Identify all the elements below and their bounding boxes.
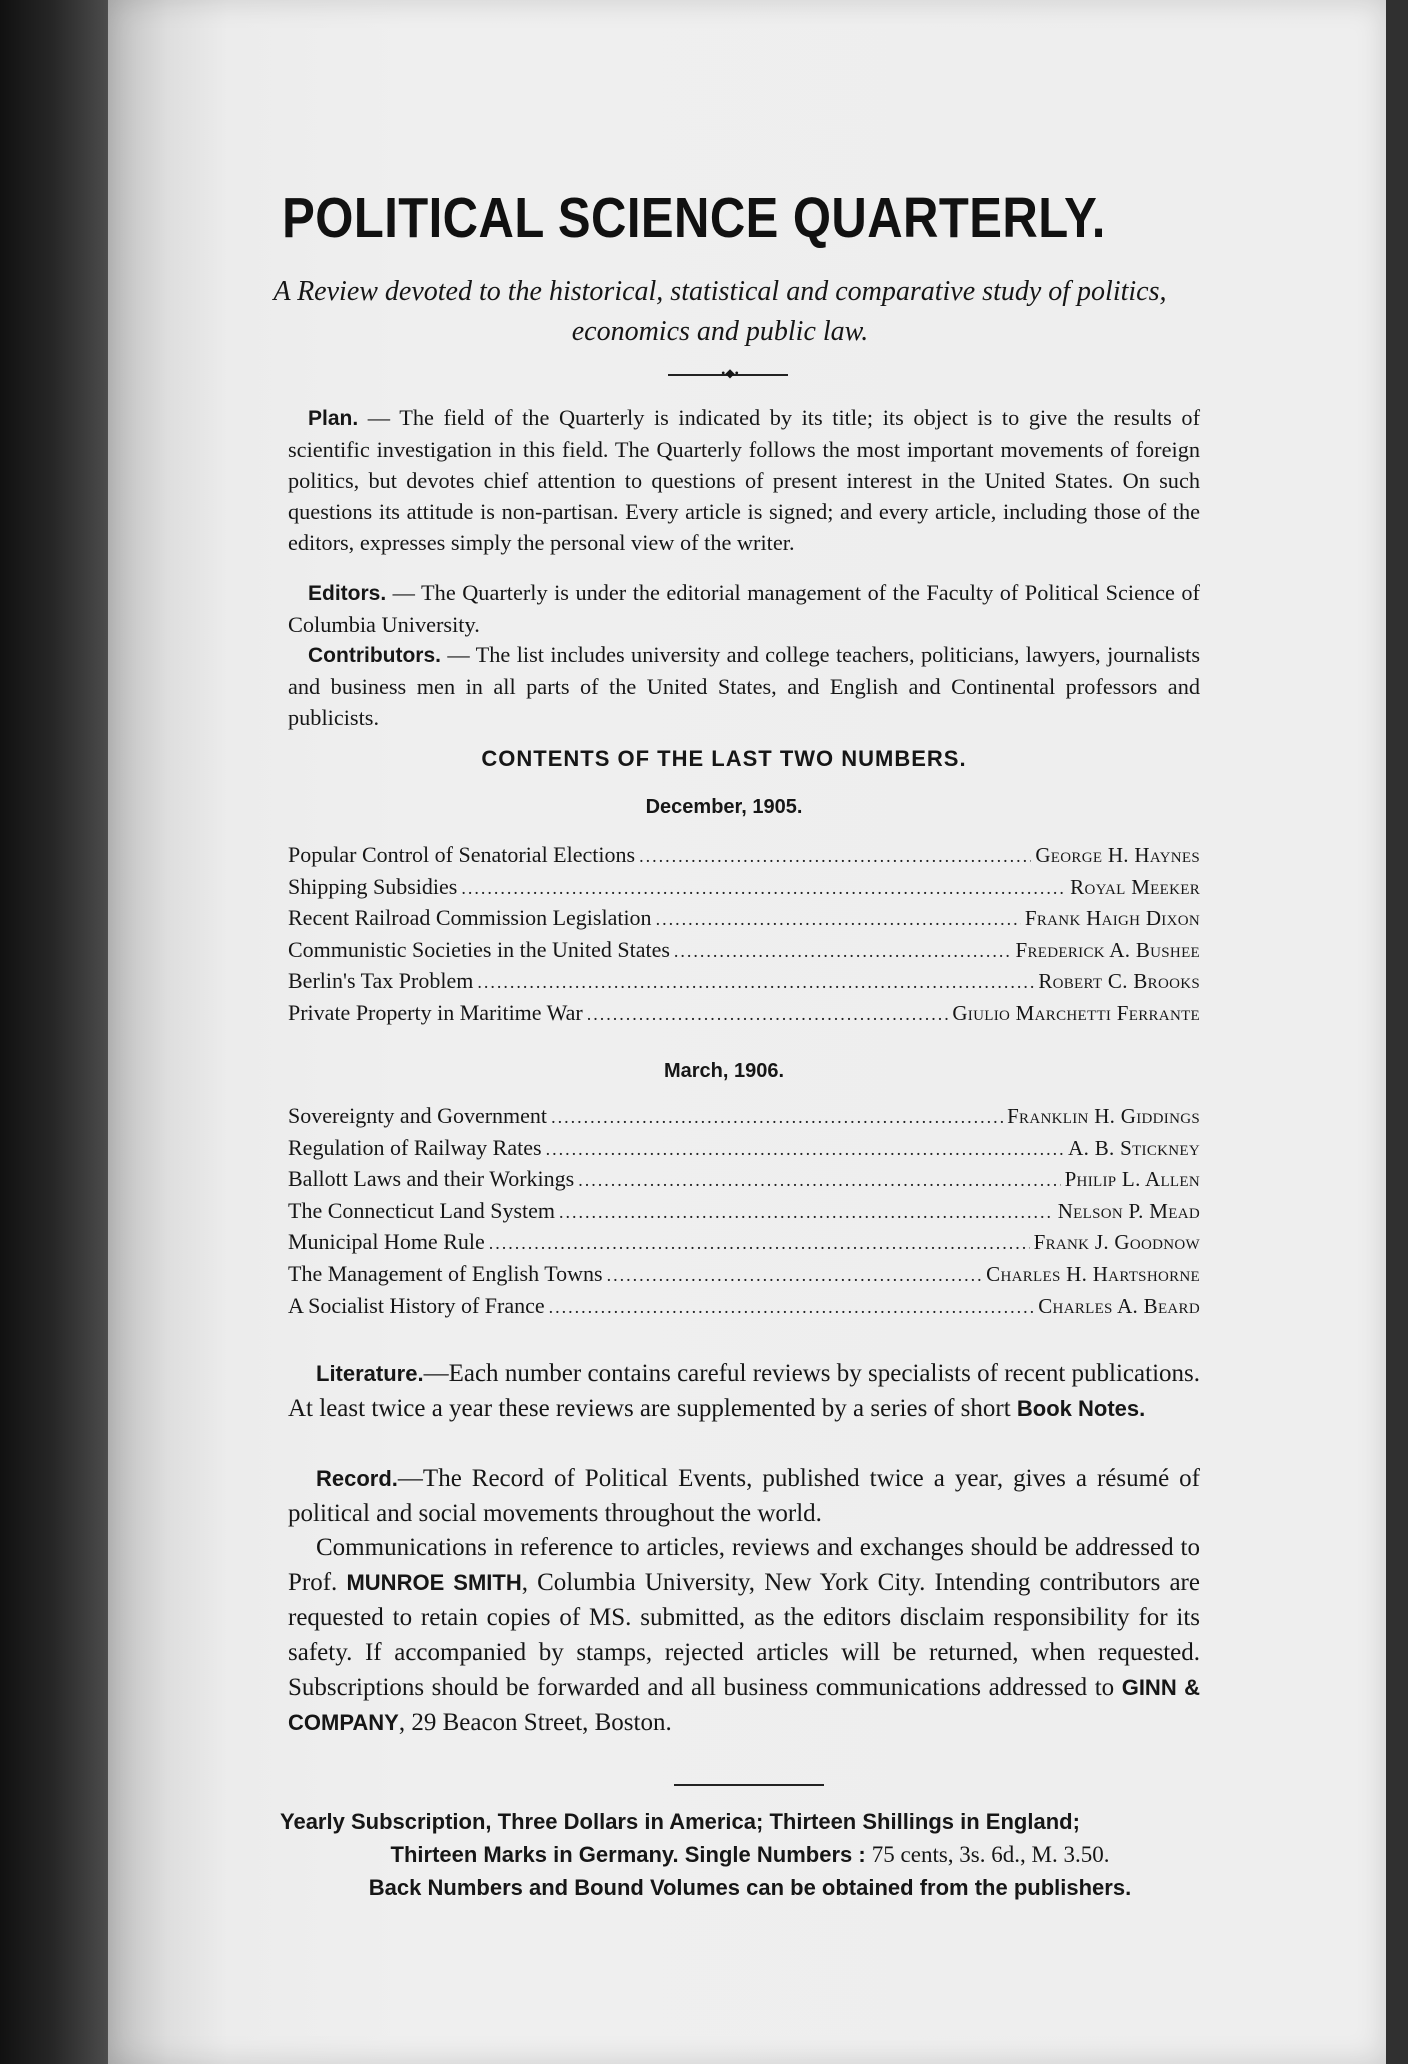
article-title: Regulation of Railway Rates — [288, 1134, 542, 1160]
communications-text-1: Communications in reference to articles, reviews and exchanges should be addressed to Prof. — [288, 1534, 1200, 1596]
issue-date-december: December, 1905. — [645, 796, 803, 818]
article-title: Private Property in Maritime War — [288, 999, 583, 1025]
article-title: Sovereignty and Government — [288, 1103, 548, 1128]
article-title: Popular Control of Senatorial Elections — [288, 842, 636, 867]
plan-text: — The field of the Quarterly is indicated by its title; its object is to give the results of scientific investigation in this field. The Quarterly follows the most important movements of foreign politics, but devotes chief attention to questions of present interest in the United States. On such questions its attitude is non-partisan. Every article is signed; and every article, including those of the editors, expresses simply the personal view of the writer. — [288, 405, 1200, 555]
subscription-footer — [280, 1805, 1220, 1904]
article-title: Communistic Societies in the United States — [288, 936, 670, 962]
toc-row — [288, 937, 1200, 969]
toc-december — [288, 842, 1200, 1032]
literature-text: —Each number contains careful reviews by specialists of recent publications. At least twice a year these reviews are supplemented by a series of short — [288, 1360, 1200, 1422]
article-title: Shipping Subsidies — [288, 873, 458, 899]
article-author: Frederick A. Bushee — [1015, 937, 1200, 962]
article-title: Recent Railroad Commission Legislation — [288, 905, 652, 931]
dot-leader — [546, 1139, 1065, 1160]
article-author: Frank J. Goodnow — [1033, 1230, 1200, 1255]
issue-date-march: March, 1906. — [663, 1060, 785, 1082]
communications-text-3: , 29 Beacon Street, Boston. — [398, 1709, 672, 1736]
article-author: Robert C. Brooks — [1038, 969, 1200, 994]
toc-row — [288, 1000, 1200, 1032]
dot-leader — [607, 1265, 983, 1286]
dot-leader — [674, 941, 1012, 962]
rule-ornament-icon: •◆• — [721, 366, 739, 380]
divider-rule — [674, 1784, 824, 1786]
footer-line-2a: Thirteen Marks in Germany. Single Numbers : — [390, 1842, 872, 1867]
toc-row — [288, 1198, 1200, 1230]
contributors-text: — The list includes university and college teachers, politicians, lawyers, journalists and business men in all parts of the United States, and English and Continental professors and publicists. — [288, 642, 1200, 730]
toc-march — [288, 1103, 1200, 1324]
dot-leader — [477, 972, 1034, 993]
scan-right-edge — [1386, 0, 1408, 2064]
dot-leader — [578, 1170, 1060, 1191]
footer-line-3: Back Numbers and Bound Volumes can be obtained from the publishers. — [368, 1875, 1132, 1900]
footer-line-2 — [280, 1838, 1220, 1871]
toc-row — [288, 1293, 1200, 1325]
article-author: Frank Haigh Dixon — [1024, 906, 1200, 931]
publisher-name: GINN & COMPANY — [288, 1675, 1201, 1735]
toc-row — [288, 905, 1200, 937]
article-author: George H. Haynes — [1035, 843, 1200, 867]
toc-row — [288, 1135, 1200, 1167]
dot-leader — [551, 1107, 1003, 1128]
article-author: Philip L. Allen — [1064, 1167, 1200, 1192]
dot-leader — [559, 1202, 1054, 1223]
contributors-paragraph — [288, 639, 1200, 733]
editors-label: Editors. — [308, 582, 387, 605]
contributors-label: Contributors. — [308, 644, 441, 667]
dot-leader — [656, 909, 1021, 930]
book-notes-label: Book Notes. — [1016, 1396, 1146, 1421]
article-title: Municipal Home Rule — [288, 1229, 485, 1255]
article-author: Royal Meeker — [1070, 874, 1200, 899]
plan-label: Plan. — [308, 407, 359, 430]
communications-text-2: , Columbia University, New York City. Intending contributors are requested to retain copies of MS. submitted, as the editors disclaim responsibility for its safety. If accompanied by stamps, rejected articles will be returned, when requested. Subscriptions should be forwarded and all business communications addressed to — [288, 1569, 1200, 1701]
footer-prices: 75 cents, 3s. 6d., M. 3.50. — [871, 1842, 1110, 1867]
article-author: Nelson P. Mead — [1057, 1198, 1200, 1223]
dot-leader — [489, 1233, 1030, 1254]
editors-paragraph — [288, 577, 1200, 640]
toc-row — [288, 1166, 1200, 1198]
record-text: —The Record of Political Events, published twice a year, gives a résumé of political and social movements throughout the world. — [288, 1465, 1200, 1527]
article-title: The Connecticut Land System — [288, 1197, 555, 1223]
dot-leader — [549, 1297, 1035, 1318]
article-author: Charles H. Hartshorne — [986, 1261, 1200, 1286]
subtitle: A Review devoted to the historical, statistical and comparative study of politics, economics and public law. — [273, 276, 1167, 347]
record-label: Record. — [316, 1466, 398, 1491]
document-content — [180, 0, 1208, 2064]
article-title: The Management of English Towns — [288, 1260, 603, 1286]
communications-paragraph — [288, 1530, 1200, 1740]
article-title: Ballott Laws and their Workings — [288, 1166, 575, 1192]
editor-name: MUNROE SMITH — [346, 1570, 522, 1595]
article-author: Giulio Marchetti Ferrante — [952, 1000, 1200, 1025]
literature-label: Literature. — [316, 1361, 424, 1386]
article-author: Franklin H. Giddings — [1007, 1104, 1200, 1128]
article-title: Berlin's Tax Problem — [288, 968, 474, 994]
toc-row — [288, 1103, 1200, 1135]
footer-line-1: Yearly Subscription, Three Dollars in America; Thirteen Shillings in England; — [280, 1809, 1080, 1834]
contents-heading: CONTENTS OF THE LAST TWO NUMBERS. — [481, 746, 967, 771]
record-paragraph — [288, 1461, 1200, 1531]
dot-leader — [587, 1004, 949, 1025]
toc-row — [288, 874, 1200, 906]
toc-row — [288, 1261, 1200, 1293]
plan-paragraph — [288, 402, 1200, 558]
toc-row — [288, 968, 1200, 1000]
article-author: A. B. Stickney — [1068, 1135, 1200, 1160]
literature-paragraph — [288, 1356, 1200, 1426]
article-author: Charles A. Beard — [1038, 1293, 1200, 1318]
page-title: POLITICAL SCIENCE QUARTERLY. — [282, 186, 1106, 250]
dot-leader — [639, 846, 1031, 867]
toc-row — [288, 842, 1200, 874]
toc-row — [288, 1229, 1200, 1261]
article-title: A Socialist History of France — [288, 1292, 545, 1318]
dot-leader — [461, 878, 1066, 899]
editors-text: — The Quarterly is under the editorial management of the Faculty of Political Science of Columbia University. — [288, 580, 1200, 637]
